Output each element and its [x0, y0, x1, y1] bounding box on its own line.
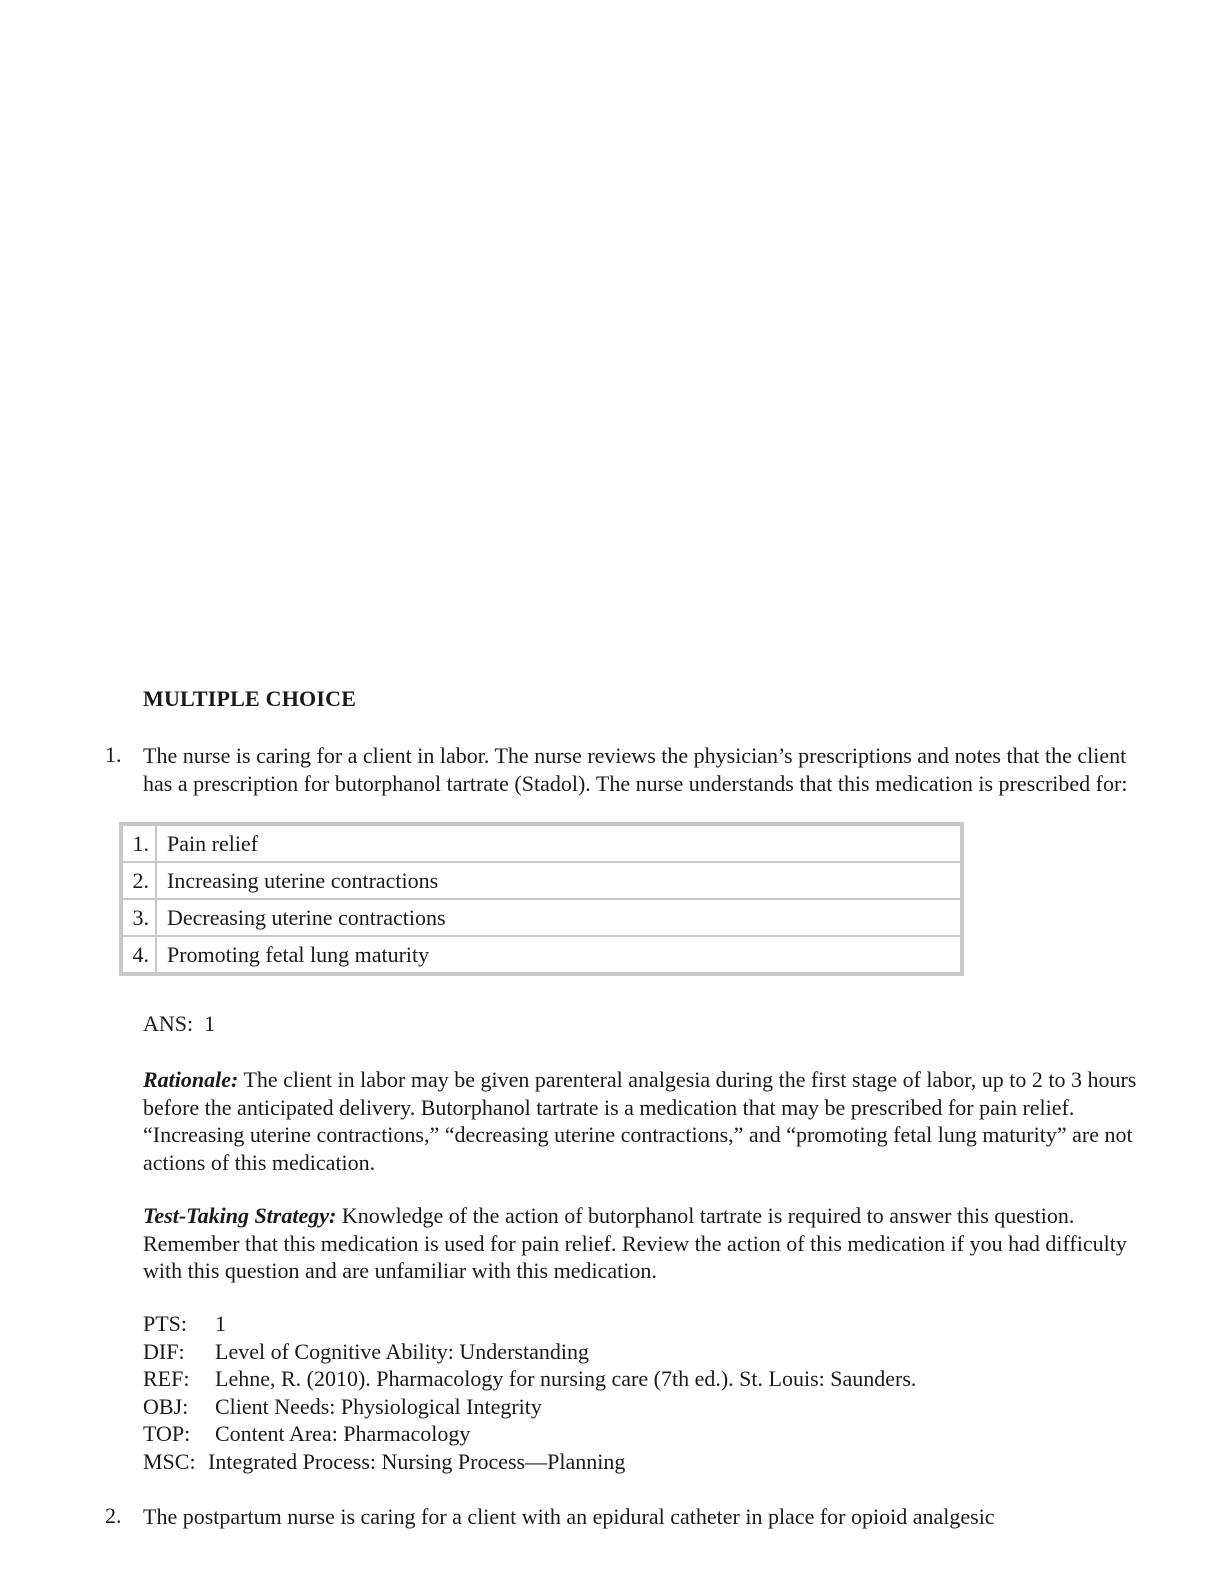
- meta-ref: REF: Lehne, R. (2010). Pharmacology for nursing care (7th ed.). St. Louis: Saunders.: [143, 1366, 917, 1391]
- answer-label: ANS:: [143, 1011, 194, 1036]
- meta-top: TOP: Content Area: Pharmacology: [143, 1421, 471, 1446]
- answer-value: 1: [204, 1011, 216, 1036]
- strategy-text: Knowledge of the action of butorphanol tartrate is required to answer this question. Remember that this medication is used for pain relief. Review the action of this medication if you had difficulty with this question and are unfamiliar with this medication.: [143, 1203, 1127, 1283]
- option-number: 2.: [122, 862, 156, 899]
- option-text: Pain relief: [156, 825, 961, 862]
- option-text: Increasing uterine contractions: [156, 862, 961, 899]
- option-row-3: [122, 899, 961, 936]
- question-1-number: 1.: [105, 742, 122, 767]
- section-heading: MULTIPLE CHOICE: [143, 686, 357, 711]
- options-table: [119, 822, 964, 976]
- rationale-text: The client in labor may be given parenteral analgesia during the first stage of labor, up to 2 to 3 hours before the anticipated delivery. Butorphanol tartrate is a medication that may be prescribed for pain relief. “Increasing uterine contractions,” “decreasing uterine contractions,” and “promoting fetal lung maturity” are not actions of this medication.: [143, 1067, 1137, 1175]
- rationale-paragraph: [143, 1066, 1143, 1176]
- option-number: 1.: [122, 825, 156, 862]
- option-number: 4.: [122, 936, 156, 973]
- option-text: Decreasing uterine contractions: [156, 899, 961, 936]
- rationale-label: Rationale:: [143, 1067, 239, 1092]
- meta-obj: OBJ: Client Needs: Physiological Integrity: [143, 1393, 542, 1419]
- option-row-2: [122, 862, 961, 899]
- question-2-number: 2.: [105, 1503, 122, 1528]
- answer-line: [143, 1010, 1143, 1038]
- strategy-label: Test-Taking Strategy:: [143, 1203, 337, 1228]
- option-row-4: [122, 936, 961, 973]
- option-text: Promoting fetal lung maturity: [156, 936, 961, 973]
- meta-pts: PTS: 1: [143, 1311, 226, 1336]
- meta-msc: MSC: Integrated Process: Nursing Process—Planning: [143, 1448, 626, 1474]
- question-1-text: The nurse is caring for a client in labor. The nurse reviews the physician’s prescriptions and notes that the client has a prescription for butorphanol tartrate (Stadol). The nurse understands that this medication is prescribed for:: [143, 743, 1128, 796]
- meta-dif: DIF: Level of Cognitive Ability: Understanding: [143, 1338, 589, 1364]
- option-number: 3.: [122, 899, 156, 936]
- question-2-text: The postpartum nurse is caring for a client with an epidural catheter in place for opioid analgesic: [143, 1504, 995, 1529]
- question-metadata: [143, 1310, 916, 1475]
- strategy-paragraph: [143, 1202, 1143, 1285]
- option-row-1: [122, 825, 961, 862]
